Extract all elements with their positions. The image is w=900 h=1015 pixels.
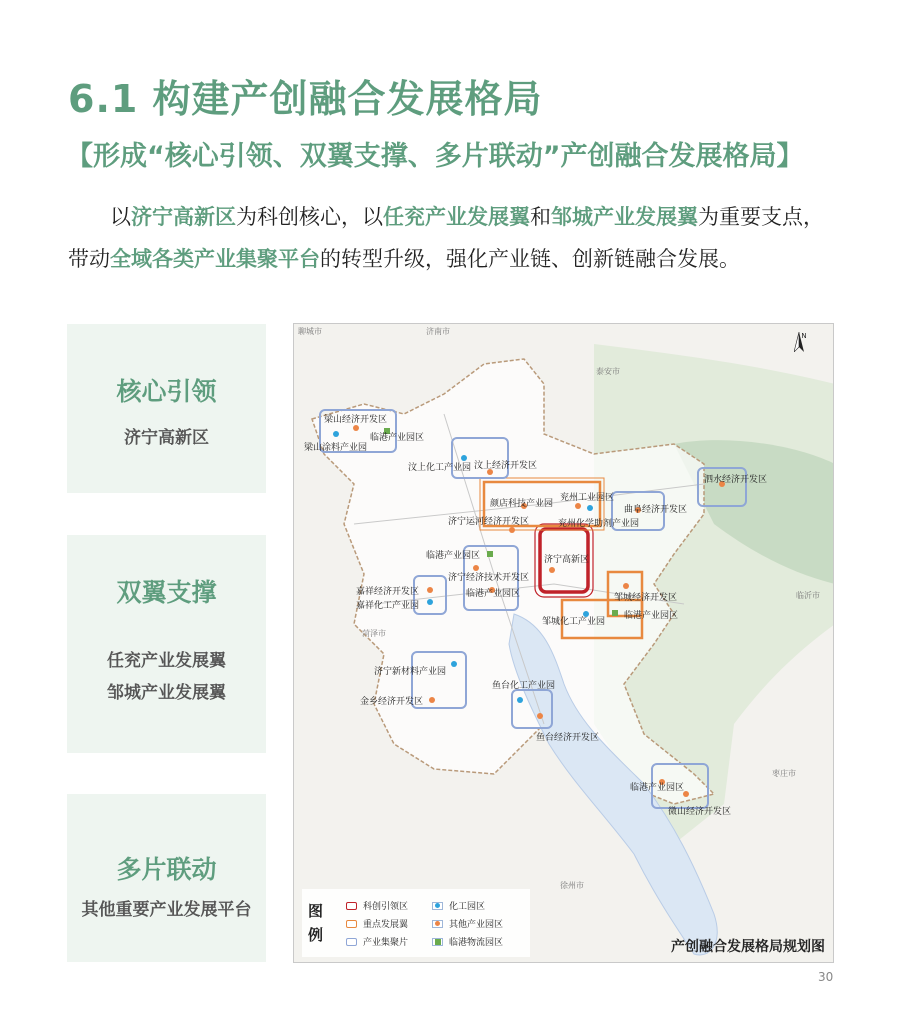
intro-highlight: 邹城产业发展翼	[551, 205, 698, 229]
city-label: 徐州市	[560, 881, 584, 890]
chemical-park-dot	[427, 599, 433, 605]
logistics-park-marker	[612, 610, 618, 616]
map-caption: 产创融合发展格局规划图	[671, 939, 825, 955]
map-label: 临港产业园区	[370, 433, 425, 443]
page-title: 6.1 构建产创融合发展格局	[68, 77, 543, 121]
map-label: 梁山涂料产业园	[304, 443, 368, 453]
map-label: 微山经济开发区	[668, 807, 732, 817]
legend-label: 重点发展翼	[363, 920, 409, 930]
legend-item-core	[346, 899, 408, 912]
city-label: 济南市	[426, 327, 450, 336]
city-label: 菏泽市	[362, 629, 386, 638]
legend-label: 产业集聚片	[363, 938, 409, 948]
legend-item-wing	[346, 917, 408, 930]
logistics-symbol-icon	[432, 938, 443, 946]
map-label: 金乡经济开发区	[360, 697, 424, 707]
chemical-park-dot	[517, 697, 523, 703]
map-label: 梁山经济开发区	[324, 415, 388, 425]
wing-symbol-icon	[346, 920, 357, 928]
city-label: 临沂市	[796, 591, 820, 600]
map-label: 鱼台化工产业园	[492, 681, 556, 691]
map-label: 兖州工业园区	[560, 493, 615, 503]
chemical-park-dot	[451, 661, 457, 667]
legend-title-char: 图	[308, 902, 324, 920]
map-label: 济宁高新区	[544, 555, 590, 565]
map-label: 嘉祥化工产业园	[356, 601, 420, 611]
industrial-park-dot	[427, 587, 433, 593]
legend-label: 临港物流园区	[449, 938, 504, 948]
map-label: 临港产业园区	[624, 611, 679, 621]
map-label: 鱼台经济开发区	[536, 733, 600, 743]
multi-box-text: 其他重要产业发展平台	[81, 900, 252, 920]
core-box-text: 济宁高新区	[124, 428, 209, 448]
map-label: 颜店科技产业园	[490, 499, 554, 509]
core-symbol-icon	[346, 902, 357, 910]
wings-box-title: 双翼支撑	[116, 578, 217, 607]
legend-item-other	[432, 917, 503, 930]
section-subtitle: 【形成“核心引领、双翼支撑、多片联动”产创融合发展格局】	[66, 141, 804, 172]
intro-highlight: 济宁高新区	[131, 205, 236, 229]
map-legend	[302, 889, 530, 957]
map-label: 泗水经济开发区	[704, 475, 768, 485]
map-label: 邹城经济开发区	[614, 593, 678, 603]
multi-box	[67, 794, 266, 962]
core-box	[67, 324, 266, 493]
intro-text: 为科创核心，以	[236, 205, 383, 229]
cluster-symbol-icon	[346, 938, 357, 946]
intro-highlight: 任兖产业发展翼	[383, 205, 530, 229]
industrial-park-dot	[509, 527, 515, 533]
legend-label: 科创引领区	[363, 902, 409, 912]
map-label: 邹城化工产业园	[542, 617, 606, 627]
map-label: 济宁经济技术开发区	[448, 573, 530, 583]
industrial-park-dot	[353, 425, 359, 431]
map-label: 济宁运河经济开发区	[448, 517, 530, 527]
logistics-park-marker	[487, 551, 493, 557]
map-label: 济宁新材料产业园	[374, 667, 447, 677]
page-number: 30	[818, 970, 834, 984]
legend-item-cluster	[346, 935, 408, 948]
industrial-park-dot	[549, 567, 555, 573]
core-box-title: 核心引领	[116, 377, 217, 406]
industrial-park-dot	[575, 503, 581, 509]
industrial-park-dot	[429, 697, 435, 703]
industrial-park-dot	[537, 713, 543, 719]
map-label: 嘉祥经济开发区	[356, 587, 420, 597]
intro-text: 和	[530, 205, 551, 229]
intro-text: 为重要支点，带动	[68, 205, 824, 271]
north-arrow	[794, 332, 814, 360]
north-label: N	[801, 332, 807, 340]
other-park-symbol-icon	[432, 920, 443, 928]
chemical-symbol-icon	[432, 902, 443, 910]
legend-item-logistics	[432, 935, 503, 948]
map-label: 兖州化学助剂产业园	[558, 519, 640, 529]
intro-text: 的转型升级，强化产业链、创新链融合发展。	[320, 247, 740, 271]
map-label: 临港产业园区	[466, 589, 521, 599]
map-label: 曲阜经济开发区	[624, 505, 688, 515]
city-label: 泰安市	[596, 367, 620, 376]
legend-title-char: 例	[308, 926, 324, 944]
legend-label: 其他产业园区	[449, 920, 504, 930]
planning-map	[293, 323, 834, 963]
chemical-park-dot	[333, 431, 339, 437]
legend-item-chemical	[432, 899, 485, 912]
map-label: 临港产业园区	[630, 783, 685, 793]
wings-box	[67, 535, 266, 753]
map-label: 汶上经济开发区	[474, 461, 538, 471]
city-label: 聊城市	[298, 327, 322, 336]
intro-highlight: 全域各类产业集聚平台	[110, 247, 320, 271]
map-label: 临港产业园区	[426, 551, 481, 561]
industrial-park-dot	[623, 583, 629, 589]
legend-title	[308, 899, 328, 947]
multi-box-title: 多片联动	[116, 855, 217, 884]
wings-box-text: 任兖产业发展翼	[107, 651, 226, 671]
legend-label: 化工园区	[449, 902, 486, 912]
wings-box-text: 邹城产业发展翼	[107, 683, 226, 703]
city-label: 枣庄市	[772, 769, 796, 778]
intro-text: 以	[110, 205, 131, 229]
north-arrow-icon	[794, 332, 807, 352]
map-label: 汶上化工产业园	[408, 463, 472, 473]
chemical-park-dot	[587, 505, 593, 511]
intro-paragraph	[68, 196, 838, 280]
